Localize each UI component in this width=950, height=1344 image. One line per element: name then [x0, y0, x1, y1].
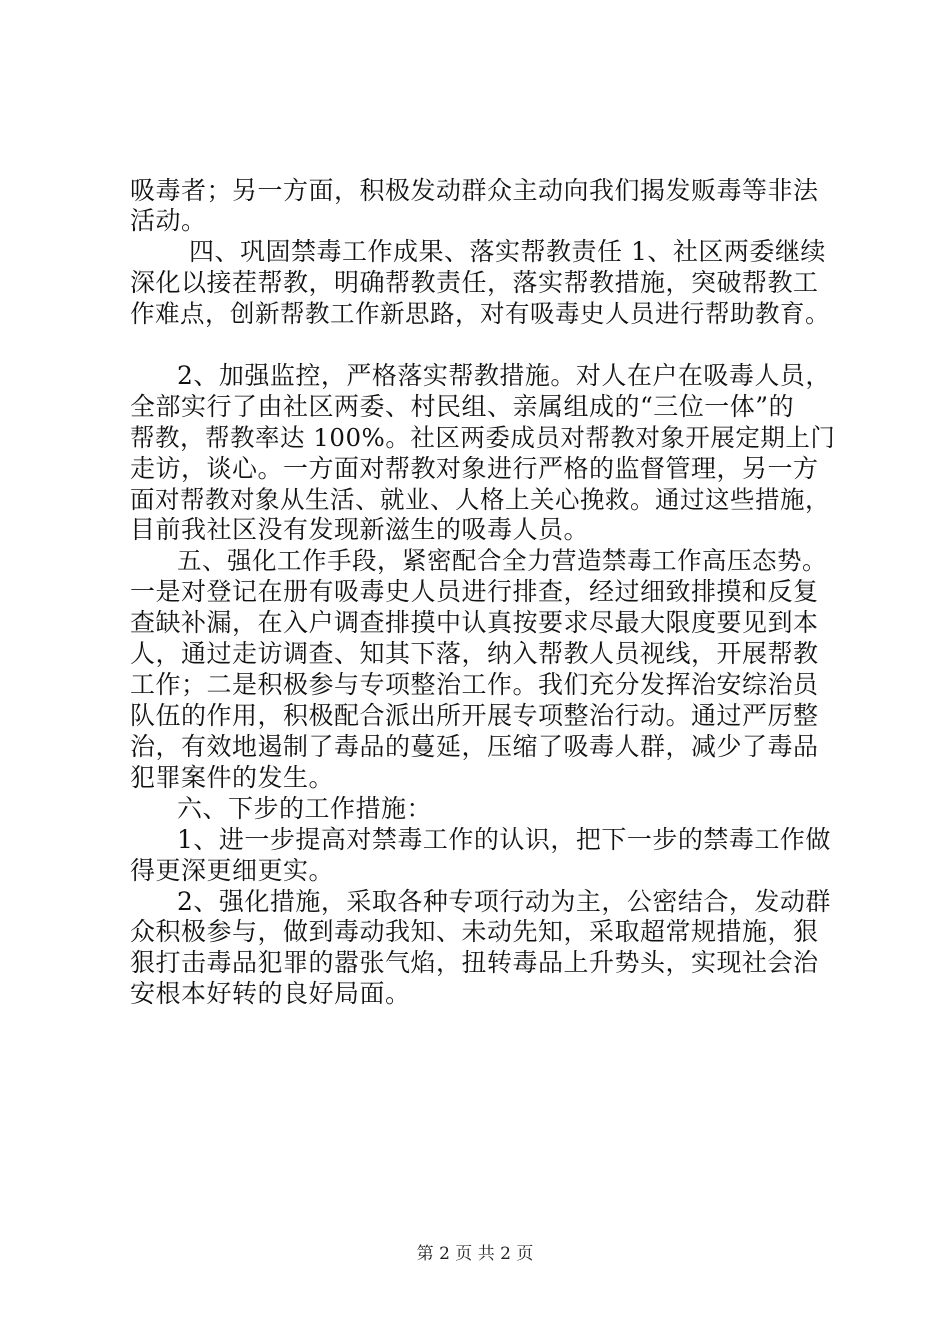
- text-line: 众积极参与，做到毒动我知、未动先知，采取超常规措施，狠: [130, 917, 819, 946]
- text-line: 深化以接茬帮教，明确帮教责任，落实帮教措施，突破帮教工: [130, 268, 819, 297]
- text-line: 帮教，帮教率达 100%。社区两委成员对帮教对象开展定期上门: [130, 423, 836, 452]
- text-line: 四、巩固禁毒工作成果、落实帮教责任 1、社区两委继续: [189, 237, 826, 266]
- text-line: 查缺补漏，在入户调查排摸中认真按要求尽最大限度要见到本: [130, 608, 819, 637]
- text-line: 一是对登记在册有吸毒史人员进行排查，经过细致排摸和反复: [130, 577, 819, 606]
- text-line: 安根本好转的良好局面。: [130, 979, 411, 1008]
- text-line: 全部实行了由社区两委、村民组、亲属组成的“三位一体”的: [130, 392, 795, 421]
- text-line: 作难点，创新帮教工作新思路，对有吸毒史人员进行帮助教育。: [130, 299, 830, 328]
- text-line: 六、下步的工作措施：: [177, 794, 433, 823]
- text-line: 得更深更细更实。: [130, 856, 335, 885]
- text-line: 面对帮教对象从生活、就业、人格上关心挽救。通过这些措施，: [130, 485, 830, 514]
- text-line: 走访，谈心。一方面对帮教对象进行严格的监督管理，另一方: [130, 454, 819, 483]
- text-line: 狠打击毒品犯罪的嚣张气焰，扭转毒品上升势头，实现社会治: [130, 948, 819, 977]
- text-line: 吸毒者；另一方面，积极发动群众主动向我们揭发贩毒等非法: [130, 176, 819, 205]
- text-line: 人，通过走访调查、知其下落，纳入帮教人员视线，开展帮教: [130, 639, 819, 668]
- text-line: 2、强化措施，采取各种专项行动为主，公密结合，发动群: [177, 887, 831, 916]
- text-line: 五、强化工作手段，紧密配合全力营造禁毒工作高压态势。: [177, 546, 827, 575]
- text-line: 目前我社区没有发现新滋生的吸毒人员。: [130, 515, 590, 544]
- text-line: 活动。: [130, 206, 207, 235]
- text-line: 1、进一步提高对禁毒工作的认识，把下一步的禁毒工作做: [177, 825, 831, 854]
- text-line: 工作；二是积极参与专项整治工作。我们充分发挥治安综治员: [130, 670, 819, 699]
- text-line: 治，有效地遏制了毒品的蔓延，压缩了吸毒人群，减少了毒品: [130, 732, 819, 761]
- page-number: 第 2 页 共 2 页: [416, 1244, 534, 1264]
- text-line: 2、加强监控，严格落实帮教措施。对人在户在吸毒人员，: [177, 361, 831, 390]
- text-line: 队伍的作用，积极配合派出所开展专项整治行动。通过严厉整: [130, 701, 819, 730]
- text-line: 犯罪案件的发生。: [130, 763, 335, 792]
